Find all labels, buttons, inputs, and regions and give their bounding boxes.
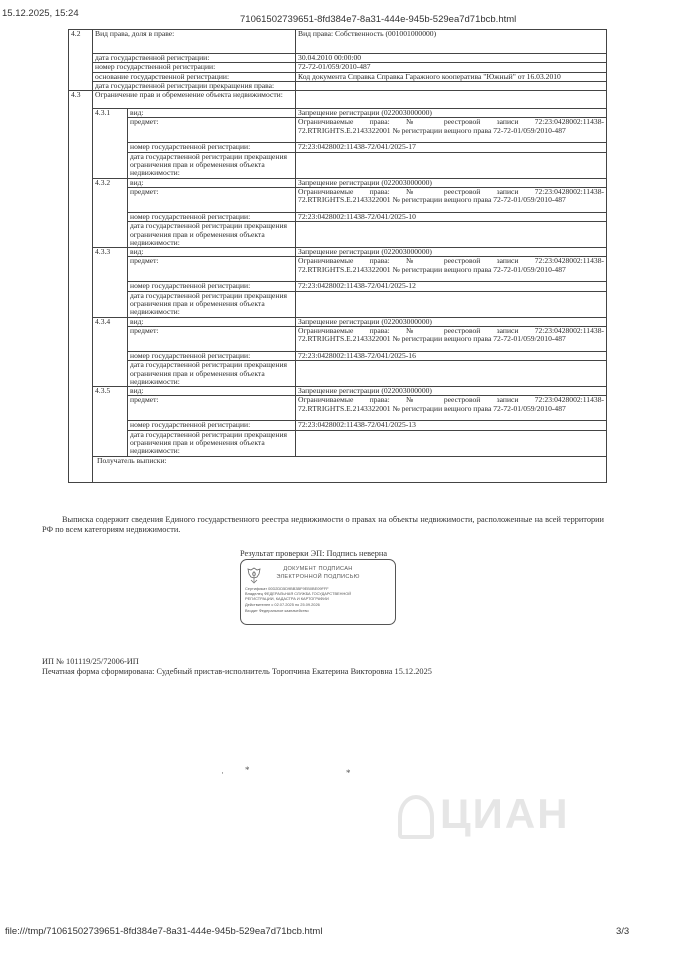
field-label: предмет: [128,187,296,212]
field-label: номер государственной регистрации: [128,421,296,430]
electronic-signature-stamp [240,559,396,625]
field-label: дата государственной регистрации прекращения ограничения прав и обременения объекта недвижимости: [128,152,296,178]
entry-number: 4.3.5 [93,387,128,456]
field-value: Ограничиваемые права: № реестровой записи 72:23:0428002:11438-72.RTRIGHTS.E.2143322001 № регистрации вещного права 72-72-01/059/2010-487 [296,187,607,212]
scan-mark: * [346,768,351,778]
field-value: Ограничиваемые права: № реестровой записи 72:23:0428002:11438-72.RTRIGHTS.E.2143322001 № регистрации вещного права 72-72-01/059/2010-487 [296,257,607,282]
print-file-path: file:///tmp/71061502739651-8fd384e7-8a31-444e-945b-529ea7d71bcb.html [5,926,323,937]
stamp-owner: Владелец ФЕДЕРАЛЬНАЯ СЛУЖБА ГОСУДАРСТВЕННОЙ [245,591,352,596]
field-value: 72:23:0428002:11438-72/041/2025-12 [296,282,607,291]
field-value [296,361,607,387]
field-value: Запрещение регистрации (022003000000) [296,178,607,187]
field-value: Запрещение регистрации (022003000000) [296,248,607,257]
field-label: основание государственной регистрации: [93,72,296,81]
field-label: номер государственной регистрации: [128,282,296,291]
field-value: 72:23:0428002:11438-72/041/2025-13 [296,421,607,430]
field-label: номер государственной регистрации: [128,212,296,221]
cian-watermark: ЦИАН [398,790,570,839]
field-label: вид: [128,109,296,118]
print-datetime: 15.12.2025, 15:24 [2,8,79,19]
stamp-title: ДОКУМЕНТ ПОДПИСАН [283,566,353,572]
stamp-subtitle: ЭЛЕКТРОННОЙ ПОДПИСЬЮ [276,574,360,580]
entry-number: 4.3.3 [93,248,128,317]
field-value [296,430,607,456]
field-value: 72:23:0428002:11438-72/041/2025-17 [296,143,607,152]
extract-footer-note: Выписка содержит сведения Единого государственного реестра недвижимости о правах на объекты недвижимости, расположенные на всей территории РФ по всем категориям недвижимости. [42,515,604,534]
field-label: дата государственной регистрации прекращения ограничения прав и обременения объекта недвижимости: [128,291,296,317]
stamp-certificate: Сертификат 00D2DD5D9BB3BF9EB0BE09FFF [245,586,329,591]
scan-mark: * [245,765,250,775]
field-value [296,291,607,317]
field-label: вид: [128,387,296,396]
field-label: предмет: [128,326,296,351]
field-value: Запрещение регистрации (022003000000) [296,109,607,118]
section-number: 4.3 [69,91,93,482]
field-value: 72:23:0428002:11438-72/041/2025-10 [296,212,607,221]
field-label: предмет: [128,396,296,421]
field-value: Запрещение регистрации (022003000000) [296,387,607,396]
field-label: номер государственной регистрации: [128,351,296,360]
entry-number: 4.3.4 [93,317,128,386]
field-label: вид: [128,317,296,326]
watermark-logo-icon [398,795,434,839]
field-value: Код документа Справка Справка Гаражного кооператива "Южный" от 16.03.2010 [296,72,607,81]
print-document-title: 71061502739651-8fd384e7-8a31-444e-945b-529ea7d71bcb.html [240,14,517,25]
field-label: дата государственной регистрации прекращения ограничения прав и обременения объекта недвижимости: [128,430,296,456]
field-value: 72:23:0428002:11438-72/041/2025-16 [296,351,607,360]
entry-number: 4.3.2 [93,178,128,247]
field-value: 72-72-01/059/2010-487 [296,63,607,72]
field-label: дата государственной регистрации прекращения права: [93,81,296,90]
print-page-number: 3/3 [616,926,630,937]
field-label: дата государственной регистрации: [93,54,296,63]
print-form-info: Печатная форма сформирована: Судебный пристав-исполнитель Торопчина Екатерина Викторовна 15.12.2025 [42,667,432,676]
field-value: 30.04.2010 00:00:00 [296,54,607,63]
field-label: номер государственной регистрации: [128,143,296,152]
field-label: Вид права, доля в праве: [93,30,296,54]
stamp-issuer: Входит Федеральное казначейство [245,608,309,613]
stamp-validity: Действителен с 02.07.2025 по 25.09.2026 [245,602,320,607]
field-value: Запрещение регистрации (022003000000) [296,317,607,326]
field-value [296,91,607,109]
field-value [296,222,607,248]
registry-table [68,29,607,483]
field-label: номер государственной регистрации: [93,63,296,72]
field-value: Ограничиваемые права: № реестровой записи 72:23:0428002:11438-72.RTRIGHTS.E.2143322001 № регистрации вещного права 72-72-01/059/2010-487 [296,396,607,421]
field-value: Вид права: Собственность (001001000000) [296,30,607,54]
field-label: предмет: [128,257,296,282]
field-value: Ограничиваемые права: № реестровой записи 72:23:0428002:11438-72.RTRIGHTS.E.2143322001 № регистрации вещного права 72-72-01/059/2010-487 [296,118,607,143]
field-label: предмет: [128,118,296,143]
field-value [296,152,607,178]
section-number: 4.2 [69,30,93,91]
field-label: вид: [128,248,296,257]
section-header: Ограничение прав и обременение объекта недвижимости: [93,91,296,109]
stamp-owner-cont: РЕГИСТРАЦИИ, КАДАСТРА И КАРТОГРАФИИ [245,596,329,601]
field-value [296,81,607,90]
field-value: Ограничиваемые права: № реестровой записи 72:23:0428002:11438-72.RTRIGHTS.E.2143322001 № регистрации вещного права 72-72-01/059/2010-487 [296,326,607,351]
scan-mark: · [221,768,224,778]
field-label: вид: [128,178,296,187]
field-label: дата государственной регистрации прекращения ограничения прав и обременения объекта недвижимости: [128,222,296,248]
entry-number: 4.3.1 [93,109,128,178]
signature-check-result: Результат проверки ЭП: Подпись неверна [240,549,387,558]
recipient-label: Получатель выписки: [93,456,607,482]
field-label: дата государственной регистрации прекращения ограничения прав и обременения объекта недвижимости: [128,361,296,387]
ip-number: ИП № 101119/25/72006-ИП [42,657,139,666]
